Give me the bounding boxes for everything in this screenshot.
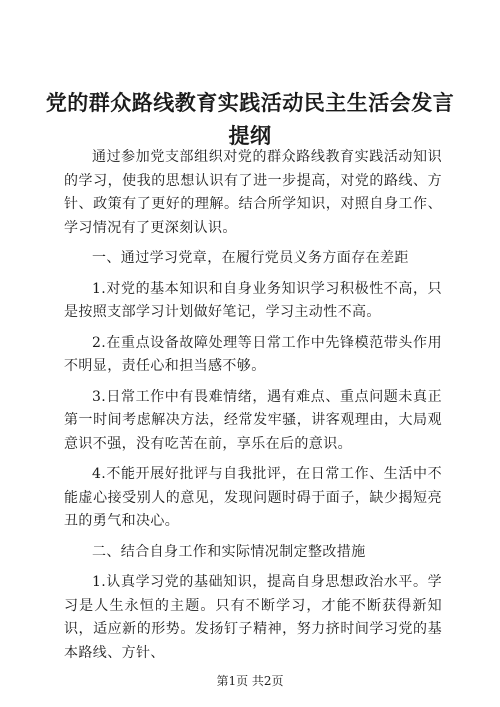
item-paragraph-1-4: 4.不能开展好批评与自我批评，在日常工作、生活中不能虚心接受别人的意见，发现问题时碍于面子，缺少揭短亮丑的勇气和决心。 bbox=[64, 466, 442, 529]
item-paragraph-1-3: 3.日常工作中有畏难情绪，遇有难点、重点问题未真正第一时间考虑解决方法，经常发牢骚，讲客观理由，大局观意识不强，没有吃苦在前，享乐在后的意识。 bbox=[64, 388, 442, 452]
page-footer: 第1页 共2页 bbox=[216, 674, 284, 688]
intro-paragraph: 通过参加党支部组织对党的群众路线教育实践活动知识的学习，使我的思想认识有了进一步提高，对党的路线、方针、政策有了更好的理解。结合所学知识，对照自身工作、学习情况有了更深刻认识。 bbox=[64, 149, 442, 236]
section-heading-1: 一、通过学习党章，在履行党员义务方面存在差距 bbox=[92, 250, 409, 266]
section-heading-2: 二、结合自身工作和实际情况制定整改措施 bbox=[92, 543, 366, 560]
document-title: 党的群众路线教育实践活动民主生活会发言提纲 bbox=[45, 90, 455, 148]
document-body bbox=[64, 146, 442, 672]
item-paragraph-1-1: 1.对党的基本知识和自身业务知识学习积极性不高，只是按照支部学习计划做好笔记，学习主动性不高。 bbox=[64, 280, 442, 320]
item-paragraph-2-1: 1.认真学习党的基础知识，提高自身思想政治水平。学习是人生永恒的主题。只有不断学习，才能不断获得新知识，适应新的形势。发扬钉子精神，努力挤时间学习党的基本路线、方针、 bbox=[64, 574, 442, 661]
item-paragraph-1-2: 2.在重点设备故障处理等日常工作中先锋模范带头作用不明显，责任心和担当感不够。 bbox=[64, 334, 442, 374]
